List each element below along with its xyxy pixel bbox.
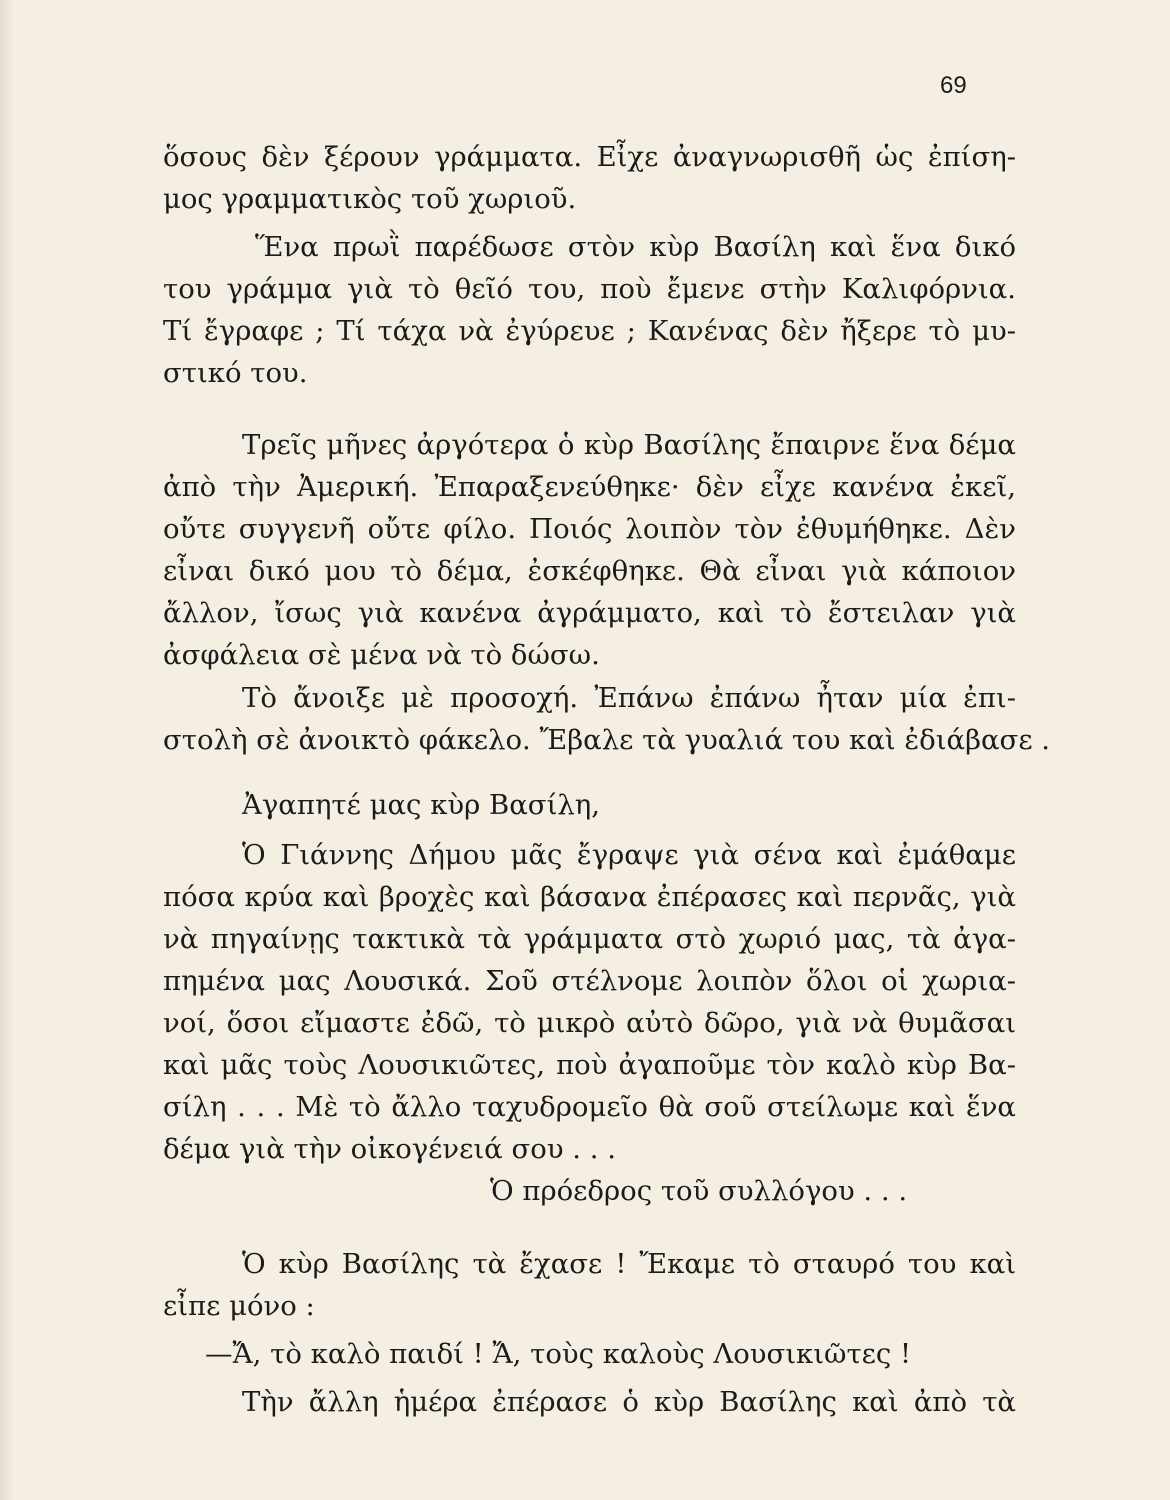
page-edge-shadow [0,0,14,1500]
text-line-4: του γράμμα γιὰ τὸ θεῖό του, ποὺ ἔμενε στὴν Καλιφόρνια. [163,273,1016,305]
text-line-23: δέμα γιὰ τὴν οἰκογένειά σου . . . [163,1133,616,1165]
text-line-12: ἀσφάλεια σὲ μένα νὰ τὸ δώσω. [163,639,600,671]
text-line-19: πημένα μας Λουσικά. Σοῦ στέλνομε λοιπὸν ὅλοι οἱ χωρια- [163,965,1016,997]
text-line-17: πόσα κρύα καὶ βροχὲς καὶ βάσανα ἐπέρασες καὶ περνᾶς, γιὰ [163,881,1016,913]
text-line-24: Ὁ πρόεδρος τοῦ συλλόγου . . . [490,1175,908,1207]
text-line-11: ἄλλον, ἴσως γιὰ κανένα ἀγράμματο, καὶ τὸ ἔστειλαν γιὰ [163,597,1016,629]
text-line-6: στικό του. [163,357,308,389]
text-line-2: μος γραμματικὸς τοῦ χωριοῦ. [163,183,577,215]
text-line-3: Ἕνα πρωῒ παρέδωσε στὸν κὺρ Βασίλη καὶ ἕνα δικό [255,231,1016,263]
text-line-5: Τί ἔγραφε ; Τί τάχα νὰ ἐγύρευε ; Κανένας δὲν ἤξερε τὸ μυ- [163,315,1016,347]
text-line-9: οὔτε συγγενῆ οὔτε φίλο. Ποιός λοιπὸν τὸν ἐθυμήθηκε. Δὲν [163,513,1016,545]
text-line-8: ἀπὸ τὴν Ἀμερική. Ἐπαραξενεύθηκε· δὲν εἶχε κανένα ἐκεῖ, [163,471,1016,503]
text-line-13: Τὸ ἄνοιξε μὲ προσοχή. Ἐπάνω ἐπάνω ἦταν μία ἐπι- [242,682,1016,714]
text-line-26: εἶπε μόνο : [163,1290,315,1322]
text-line-22: σίλη . . . Μὲ τὸ ἄλλο ταχυδρομεῖο θὰ σοῦ στείλωμε καὶ ἕνα [163,1091,1016,1123]
text-line-18: νὰ πηγαίνῃς τακτικὰ τὰ γράμματα στὸ χωριό μας, τὰ ἀγα- [163,923,1016,955]
text-line-25: Ὁ κὺρ Βασίλης τὰ ἔχασε ! Ἔκαμε τὸ σταυρό του καὶ [242,1248,1016,1280]
text-line-15: Ἀγαπητέ μας κὺρ Βασίλη, [242,789,600,821]
text-line-7: Τρεῖς μῆνες ἀργότερα ὁ κὺρ Βασίλης ἔπαιρνε ἕνα δέμα [242,429,1016,461]
text-line-16: Ὁ Γιάννης Δήμου μᾶς ἔγραψε γιὰ σένα καὶ ἐμάθαμε [242,839,1016,871]
text-line-21: καὶ μᾶς τοὺς Λουσικιῶτες, ποὺ ἀγαποῦμε τὸν καλὸ κὺρ Βα- [163,1049,1016,1081]
text-line-20: νοί, ὅσοι εἴμαστε ἐδῶ, τὸ μικρὸ αὐτὸ δῶρο, γιὰ νὰ θυμᾶσαι [163,1007,1016,1039]
text-line-1: ὅσους δὲν ξέρουν γράμματα. Εἶχε ἀναγνωρισθῆ ὡς ἐπίση- [163,141,1016,173]
page-number: 69 [940,72,967,99]
text-line-27: —Ἄ, τὸ καλὸ παιδί ! Ἄ, τοὺς καλοὺς Λουσικιῶτες ! [205,1338,912,1370]
text-line-28: Τὴν ἄλλη ἡμέρα ἐπέρασε ὁ κὺρ Βασίλης καὶ ἀπὸ τὰ [242,1386,1016,1418]
text-line-14: στολὴ σὲ ἀνοικτὸ φάκελο. Ἔβαλε τὰ γυαλιά του καὶ ἐδιάβασε . [163,724,1051,756]
text-line-10: εἶναι δικό μου τὸ δέμα, ἐσκέφθηκε. Θὰ εἶναι γιὰ κάποιον [163,555,1016,587]
